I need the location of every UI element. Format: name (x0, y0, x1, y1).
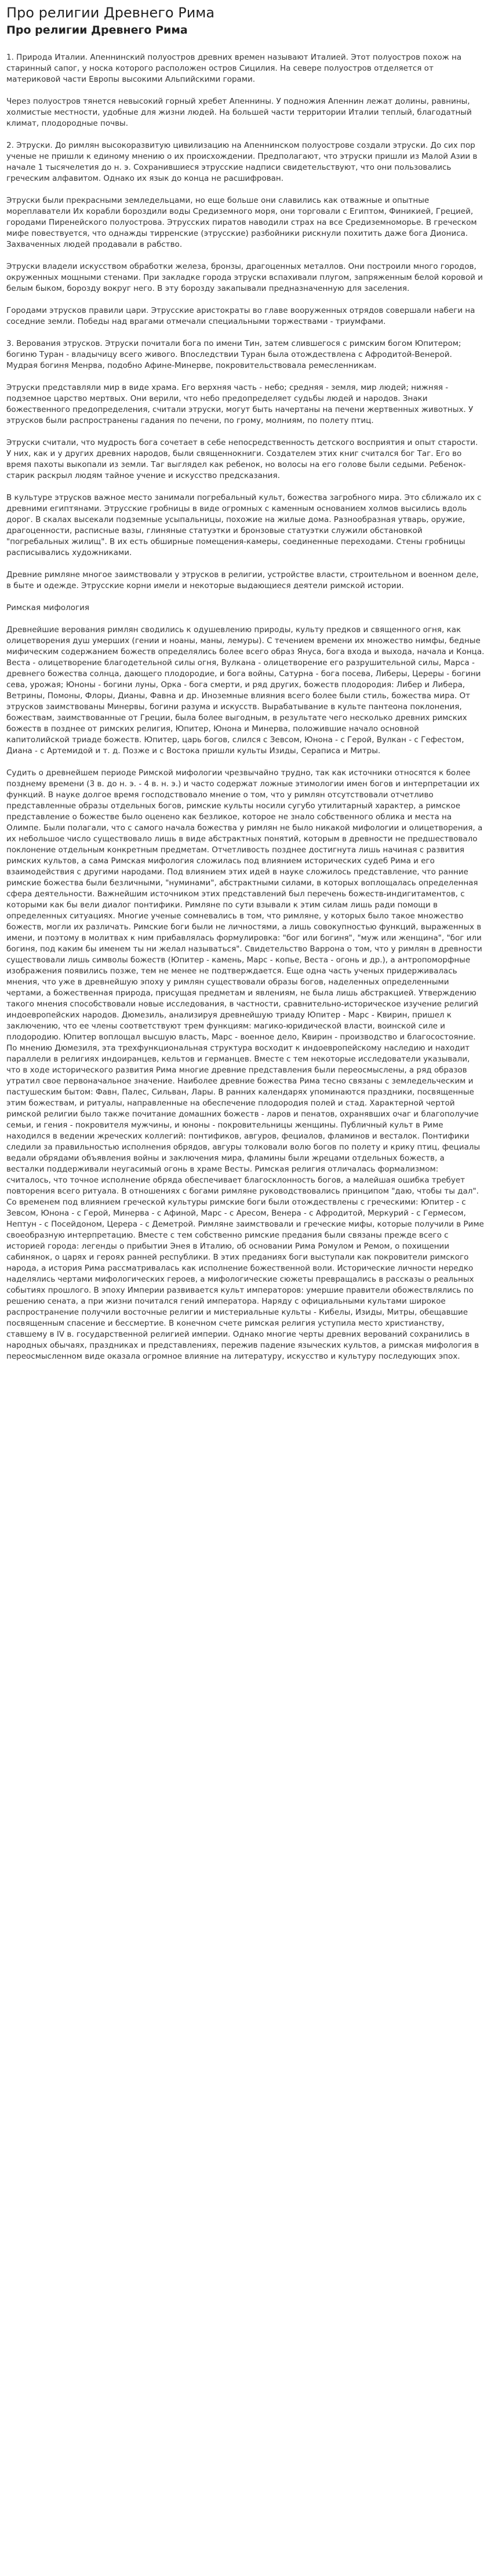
paragraph: 3. Верования этрусков. Этруски почитали бога по имени Тин, затем слившегося с римским богом Юпитером; богиню Туран - владычицу всего живого. Впоследствии Туран была отождествлена с Афродитой-Венерой. Мудрая богиня Менрва, подобно Афине-Минерве, покровительствовала ремесленникам. (6, 338, 461, 370)
paragraph: Этруски представляли мир в виде храма. Его верхняя часть - небо; средняя - земля, мир людей; нижняя - подземное царство мертвых. Они верили, что небо предопределяет судьбы людей и народов. Знаки божественного предопределения, считали этруски, могут быть начертаны на печени жертвенных животных. У этрусков были распространены гадания по печени, по грому, молниям, по полету птиц. (6, 382, 474, 425)
paragraph: Судить о древнейшем периоде Римской мифологии чрезвычайно трудно, так как источники относятся к более позднему времени (3 в. до н. э. - 4 в. н. э.) и часто содержат ложные этимологии имен богов и интерпретации их функций. В науке долгое время господствовало мнение о том, что у римлян отсутствовали отчетливо представленные образы отдельных богов, римские культы носили сугубо утилитарный характер, а римское представление о божестве было оценено как безликое, которое не знало собственного облика и места на Олимпе. Были полагали, что с самого начала божества у римлян не было никакой мифологии и олицетворения, а их небольшое число существовало лишь в виде абстрактных понятий, которым в древности не предшествовало поклонение отдельным конкретным предметам. Отчетливость позднее достигнута лишь начиная с развития римских культов, а сама Римская мифология сложилась под влиянием исторических судеб Рима и его взаимодействия с другими народами. Под влиянием этих идей в науке сложилось представление, что ранние римские божества были безличными, "нуминами", абстрактными силами, в которых воплощалась определенная сфера деятельности. Важнейшим источником этих представлений был перечень божеств-индигитаментов, с которыми как бы вели диалог понтифики. Римляне по сути взывали к этим силам лишь ради помощи в определенных ситуациях. Многие ученые сомневались в том, что римляне, у которых было такое множество божеств, могли их различать. Римские боги были не личностями, а лишь совокупностью функций, выраженных в имени, и поэтому в молитвах к ним прибавлялась формулировка: "бог или богиня", "муж или женщина", "бог или богиня, под каким бы именем ты ни желал называться". Свидетельство Варрона о том, что у римлян в древности существовали лишь символы божеств (Юпитер - камень, Марс - копье, Веста - огонь и др.), а антропоморфные изображения появились позже, тем не менее не подтверждается. Еще одна часть ученых придерживалась мнения, что уже в древнейшую эпоху у римлян существовали образы богов, наделенных определенными чертами, а божественная природа, присущая предметам и явлениям, не была лишь абстракцией. Утверждению такого мнения способствовали новые исследования, в частности, сравнительно-историческое изучение религий индоевропейских народов. Дюмезиль, анализируя древнейшую триаду Юпитер - Марс - Квирин, пришел к заключению, что ее члены соответствуют трем функциям: магико-юридической власти, воинской силе и плодородию. Юпитер воплощал высшую власть, Марс - военное дело, Квирин - производство и благосостояние. По мнению Дюмезиля, эта трехфункциональная структура восходит к индоевропейскому наследию и находит параллели в религиях индоиранцев, кельтов и германцев. Вместе с тем некоторые исследователи указывали, что в ходе исторического развития Рима многие древние представления были переосмыслены, а ряд образов утратил свое первоначальное значение. Наиболее древние божества Рима тесно связаны с земледельческим и пастушеским бытом: Фавн, Палес, Сильван, Лары. В ранних календарях упоминаются праздники, посвященные этим божествам, и ритуалы, направленные на обеспечение плодородия полей и стад. Характерной чертой римской религии было также почитание домашних божеств - ларов и пенатов, охранявших очаг и благополучие семьи, и гения - покровителя мужчины, и юноны - покровительницы женщины. Публичный культ в Риме находился в ведении жреческих коллегий: понтификов, авгуров, фециалов, фламинов и весталок. Понтифики следили за правильностью исполнения обрядов, авгуры толковали волю богов по полету и крику птиц, фециалы ведали обрядами объявления войны и заключения мира, фламины были жрецами отдельных божеств, а весталки поддерживали неугасимый огонь в храме Весты. Римская религия отличалась формализмом: считалось, что точное исполнение обряда обеспечивает благосклонность богов, а малейшая ошибка требует повторения всего ритуала. В отношениях с богами римляне руководствовались принципом "даю, чтобы ты дал". Со временем под влиянием греческой культуры римские боги были отождествлены с греческими: Юпитер - с Зевсом, Юнона - с Герой, Минерва - с Афиной, Марс - с Аресом, Венера - с Афродитой, Меркурий - с Гермесом, Нептун - с Посейдоном, Церера - с Деметрой. Римляне заимствовали и греческие мифы, которые получили в Риме своеобразную интерпретацию. Вместе с тем собственно римские предания были связаны прежде всего с историей города: легенды о прибытии Энея в Италию, об основании Рима Ромулом и Ремом, о похищении сабинянок, о царях и героях ранней республики. В этих преданиях боги выступали как покровители римского народа, а история Рима рассматривалась как исполнение божественной воли. Исторические личности нередко наделялись чертами мифологических героев, а мифологические сюжеты превращались в рассказы о реальных событиях прошлого. В эпоху Империи развивается культ императоров: умершие правители обожествлялись по решению сената, а при жизни почитался гений императора. Наряду с официальными культами широкое распространение получили восточные религии и мистериальные культы - Кибелы, Изиды, Митры, обещавшие посвященным спасение и бессмертие. В конечном счете римская религия уступила место христианству, ставшему в IV в. государственной религией империи. Однако многие черты древних верований сохранились в народных обычаях, праздниках и представлениях, пережив падение языческих культов, а римская мифология в переосмысленном виде оказала огромное влияние на литературу, искусство и культуру последующих эпох. (6, 768, 484, 1361)
article-body (6, 52, 485, 1362)
paragraph: Городами этрусков правили цари. Этрусские аристократы во главе вооруженных отрядов совершали набеги на соседние земли. Победы над врагами отмечали специальными торжествами - триумфами. (6, 305, 475, 326)
paragraph: Этруски были прекрасными земледельцами, но еще больше они славились как отважные и опытные мореплаватели Их корабли бороздили воды Средиземного моря, они торговали с Египтом, Финикией, Грецией, городами Пиренейского полуострова. Этрусских пиратов наводили страх на все Средиземноморье. В греческом мифе повествуется, что однажды тирренские (этрусские) разбойники рискнули похитить даже бога Диониса. Захваченных людей продавали в рабство. (6, 195, 477, 249)
paragraph: Через полуостров тянется невысокий горный хребет Апеннины. У подножия Апеннин лежат долины, равнины, холмистые местности, удобные для жизни людей. На большей части территории Италии теплый, благодатный климат, плодородные почвы. (6, 96, 472, 128)
paragraph: 2. Этруски. До римлян высокоразвитую цивилизацию на Апеннинском полуострове создали этруски. До сих пор ученые не пришли к единому мнению о их происхождении. Предполагают, что этруски пришли из Малой Азии в начале 1 тысячелетия до н. э. Сохранившиеся этрусские надписи свидетельствуют, что они пользовались греческим алфавитом. Однако их язык до конца не расшифрован. (6, 140, 478, 183)
paragraph: Этруски считали, что мудрость бога сочетает в себе непосредственность детского восприятия и опыт старости. У них, как и у других древних народов, были священнокниги. Создателем этих книг считался бог Таг. Его во время пахоты выкопали из земли. Таг выглядел как ребенок, но волосы на его голове были седыми. Ребенок-старик раскрыл людям тайное учение и искусство предсказания. (6, 437, 478, 480)
section-heading-roman-mythology: Римская мифология (6, 603, 89, 612)
paragraph: Этруски владели искусством обработки железа, бронзы, драгоценных металлов. Они построили много городов, окруженных мощными стенами. При закладке города этруски вспахивали плугом, запряженным белой коровой и белым быком, борозду вокруг него. В эту борозду закапывали предназначенную для заселения. (6, 261, 483, 293)
paragraph: Древнейшие верования римлян сводились к одушевлению природы, культу предков и священного огня, как олицетворения душ умерших (гении и ноаны, маны, лемуры). С течением времени их множество нимфы, бедные мифическим содержанием божеств определялись более всего образ Януса, бога входа и выхода, начала и Конца. Веста - олицетворение благодетельной силы огня, Вулкана - олицетворение его разрушительной силы, Марса - древнего божества солнца, дающего плодородие, и бога войны, Сатурна - бога посева, Либеры, Цереры - богини сева, урожая; Юноны - богини луны, Орка - бога смерти, и ряд других, божеств плодородия: Либер и Либера, Ветрины, Помоны, Флоры, Дианы, Фавна и др. Иноземные влияния всего более были стиль, божества мира. От этрусков заимствованы Минервы, богини разума и искусств. Вырабатывание в культе пантеона поклонения, божествам, заимствованные от Греции, была более выгодным, в результате чего несколько древних римских божеств в позднее от римских религия, Юпитер, Юнона и Минерва, положившие начало основной капитолийской триаде божеств. Юпитер, царь богов, слился с Зевсом, Юнона - с Герой, Вулкан - с Гефестом, Диана - с Артемидой и т. д. Позже и с Востока пришли культы Изиды, Сераписа и Митры. (6, 625, 485, 756)
paragraph: Древние римляне многое заимствовали у этрусков в религии, устройстве власти, строительном и военном деле, в быте и одежде. Этрусские корни имели и некоторые выдающиеся деятели римской истории. (6, 570, 479, 590)
paragraph: 1. Природа Италии. Апеннинский полуостров древних времен называют Италией. Этот полуостров похож на старинный сапог, у носка которого расположен остров Сицилия. На севере полуостров отделяется от материковой части Европы высокими Альпийскими горами. (6, 52, 462, 84)
paragraph: В культуре этрусков важное место занимали погребальный культ, божества загробного мира. Это сближало их с древними египтянами. Этрусские гробницы в виде огромных с каменным основанием холмов высились вдоль дорог. В скалах высекали подземные усыпальницы, похожие на жилые дома. Разнообразная утварь, оружие, драгоценности, расписные вазы, глиняные статуэтки и бронзовые статуэтки служили обстановкой "погребальных жилищ". В их есть обширные помещения-камеры, соединенные переходами. Стены гробницы расписывались художниками. (6, 492, 482, 557)
page-title: Про религии Древнего Рима (6, 5, 215, 21)
page-subtitle: Про религии Древнего Рима (6, 23, 188, 37)
